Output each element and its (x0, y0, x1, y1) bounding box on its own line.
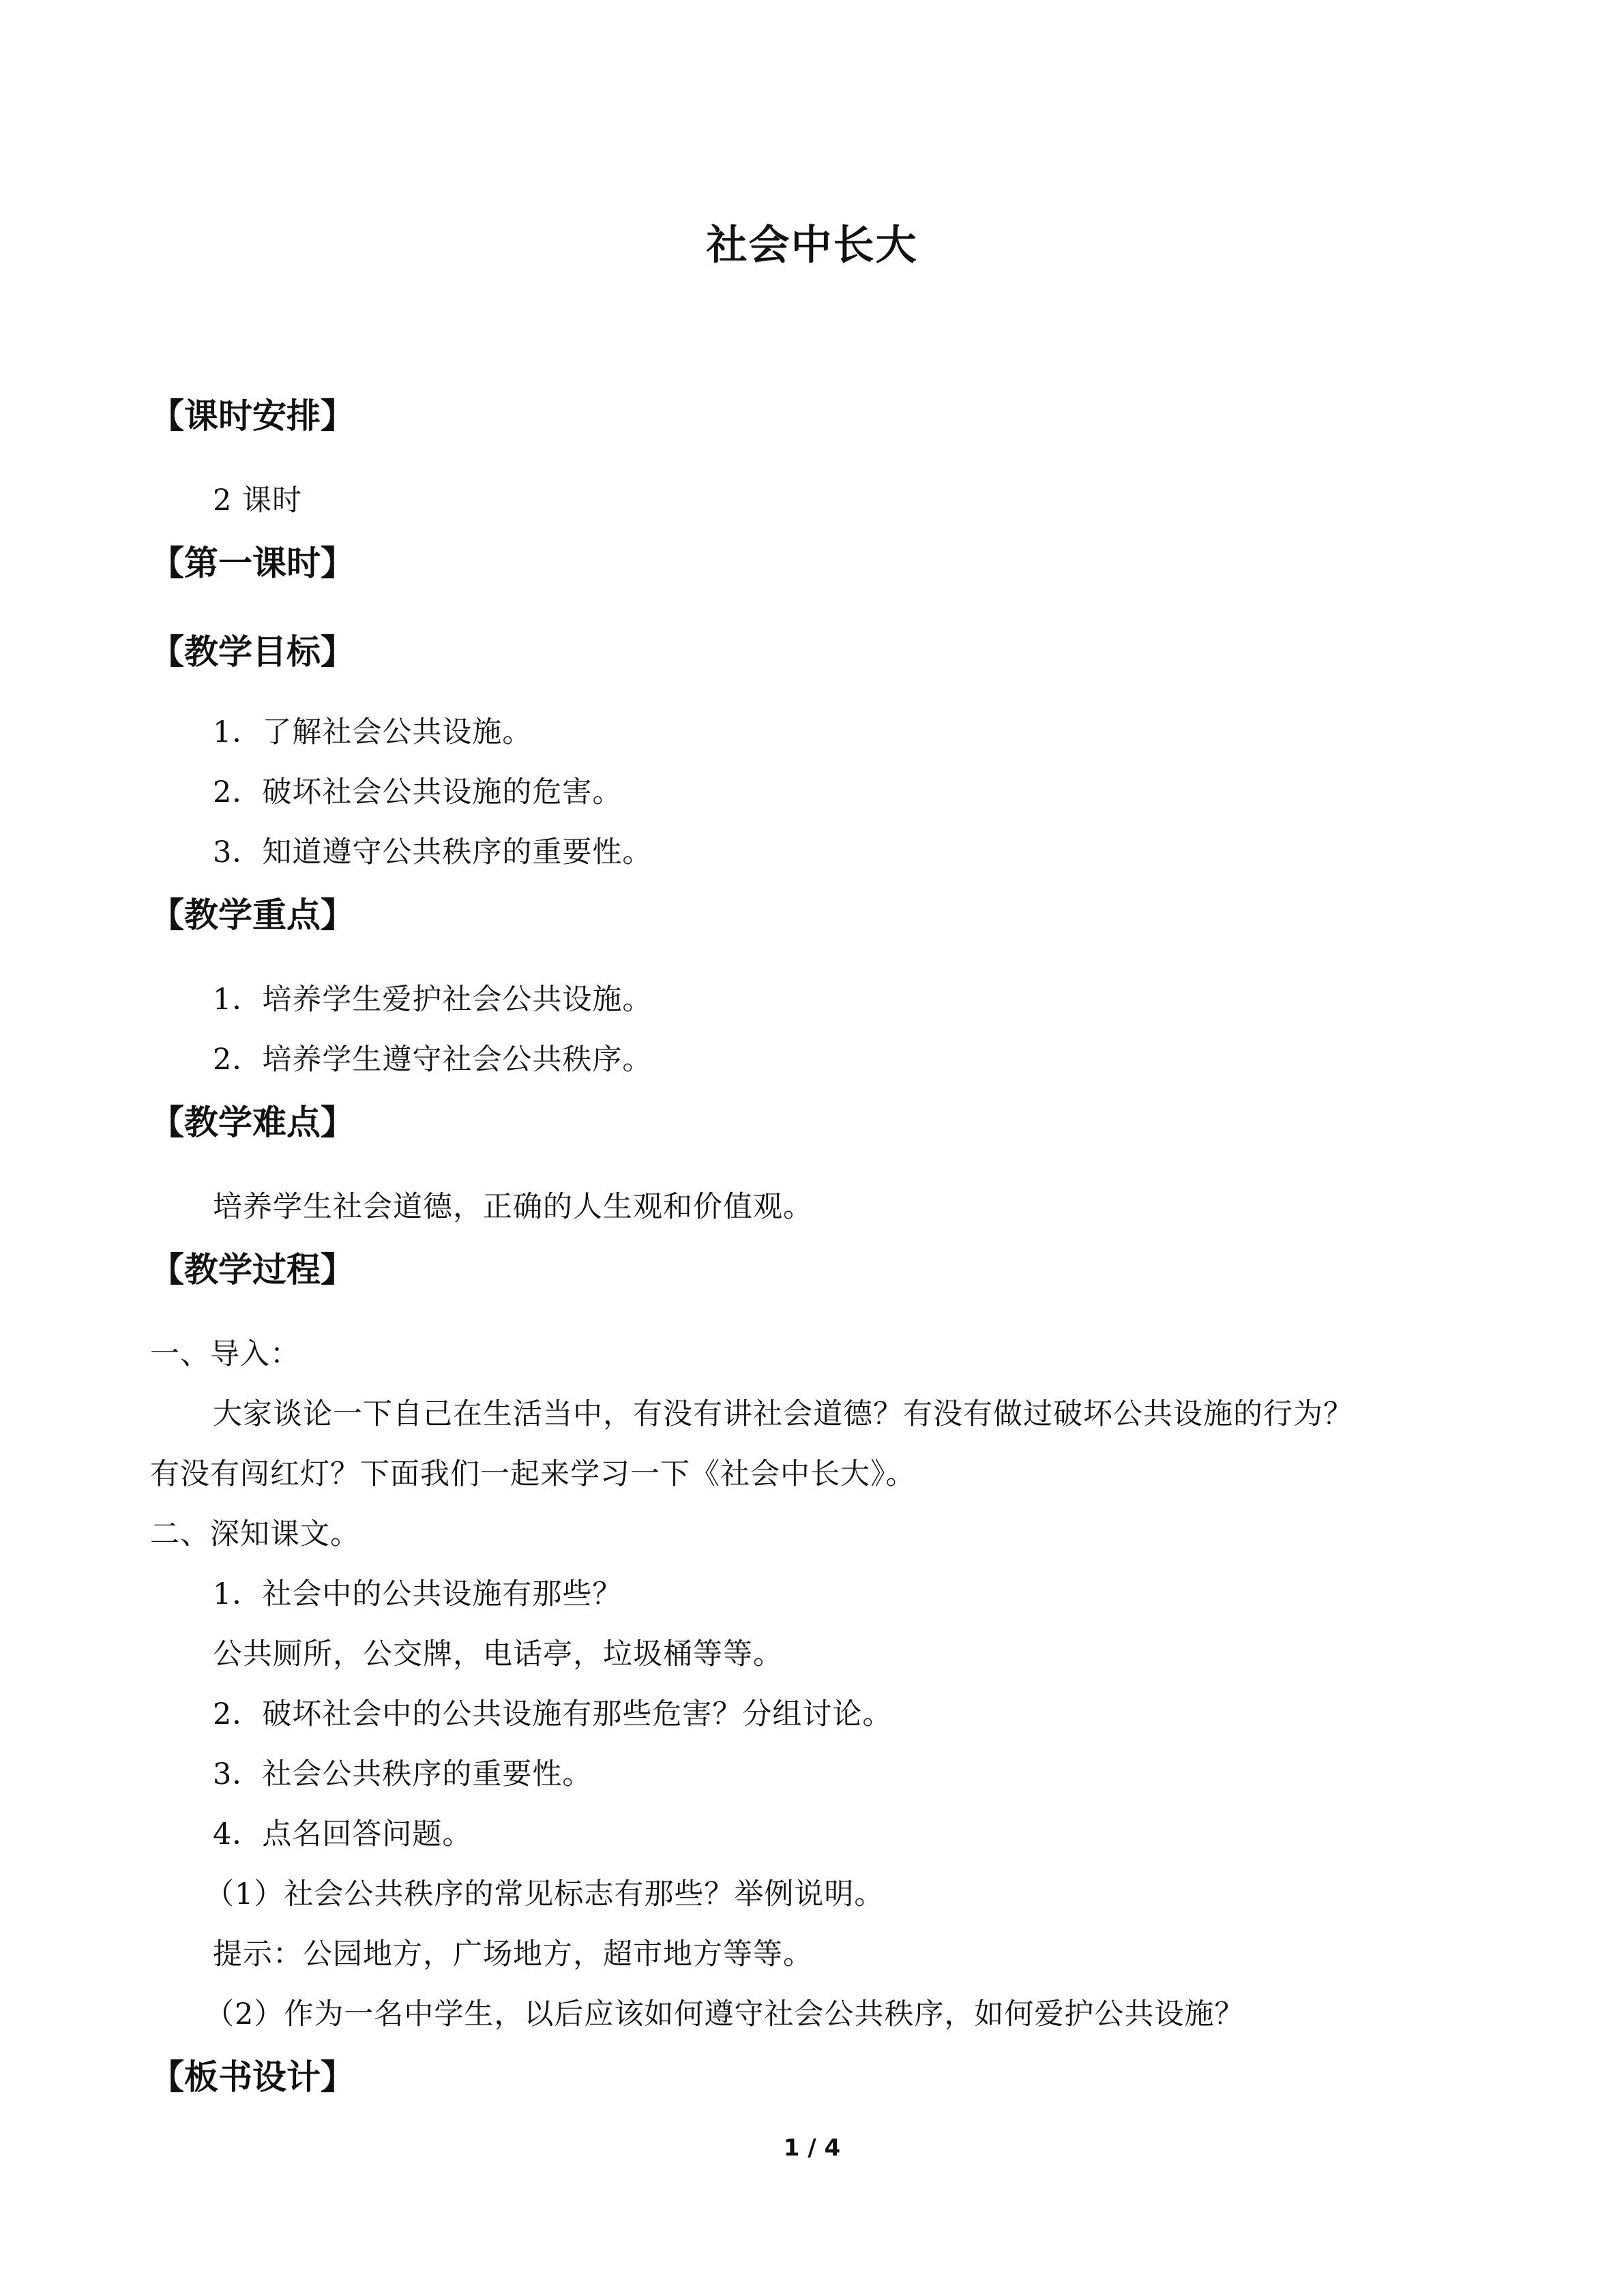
heading-goals: 【教学目标】 (150, 632, 355, 672)
page-indicator: 1 / 4 (783, 2134, 841, 2162)
process-question: 4．点名回答问题。 (213, 1817, 473, 1851)
process-question: 3．社会公共秩序的重要性。 (213, 1757, 593, 1791)
process-answer: 公共厕所，公交牌，电话亭，垃圾桶等等。 (213, 1637, 783, 1671)
process-subquestion: （2）作为一名中学生，以后应该如何遵守社会公共秩序，如何爱护公共设施？ (205, 1997, 1245, 2031)
process-question: 2．破坏社会中的公共设施有那些危害？分组讨论。 (213, 1697, 893, 1731)
goal-item: 1．了解社会公共设施。 (213, 715, 533, 749)
process-hint: 提示：公园地方，广场地方，超市地方等等。 (213, 1937, 813, 1971)
page-title: 社会中长大 (706, 222, 918, 269)
heading-process: 【教学过程】 (150, 1250, 355, 1289)
difficulties-text: 培养学生社会道德，正确的人生观和价值观。 (213, 1190, 813, 1224)
process-subquestion: （1）社会公共秩序的常见标志有那些？举例说明。 (205, 1877, 885, 1911)
heading-first-lesson: 【第一课时】 (150, 543, 355, 583)
study-label: 二、深知课文。 (150, 1517, 360, 1551)
intro-paragraph-line: 有没有闯红灯？下面我们一起来学习一下《社会中长大》。 (150, 1457, 916, 1491)
goal-item: 2．破坏社会公共设施的危害。 (213, 775, 623, 809)
goal-item: 3．知道遵守公共秩序的重要性。 (213, 835, 653, 869)
process-question: 1．社会中的公共设施有那些？ (213, 1577, 623, 1611)
intro-label: 一、导入： (150, 1337, 300, 1371)
key-point-item: 2．培养学生遵守社会公共秩序。 (213, 1043, 653, 1077)
heading-schedule: 【课时安排】 (150, 396, 355, 436)
heading-board-design: 【板书设计】 (150, 2057, 355, 2097)
key-point-item: 1．培养学生爱护社会公共设施。 (213, 983, 653, 1017)
heading-difficulties: 【教学难点】 (150, 1103, 355, 1142)
intro-paragraph-line: 大家谈论一下自己在生活当中，有没有讲社会道德？有没有做过破坏公共设施的行为？ (213, 1397, 1353, 1431)
schedule-text: 2 课时 (213, 483, 303, 518)
heading-key-points: 【教学重点】 (150, 895, 355, 935)
